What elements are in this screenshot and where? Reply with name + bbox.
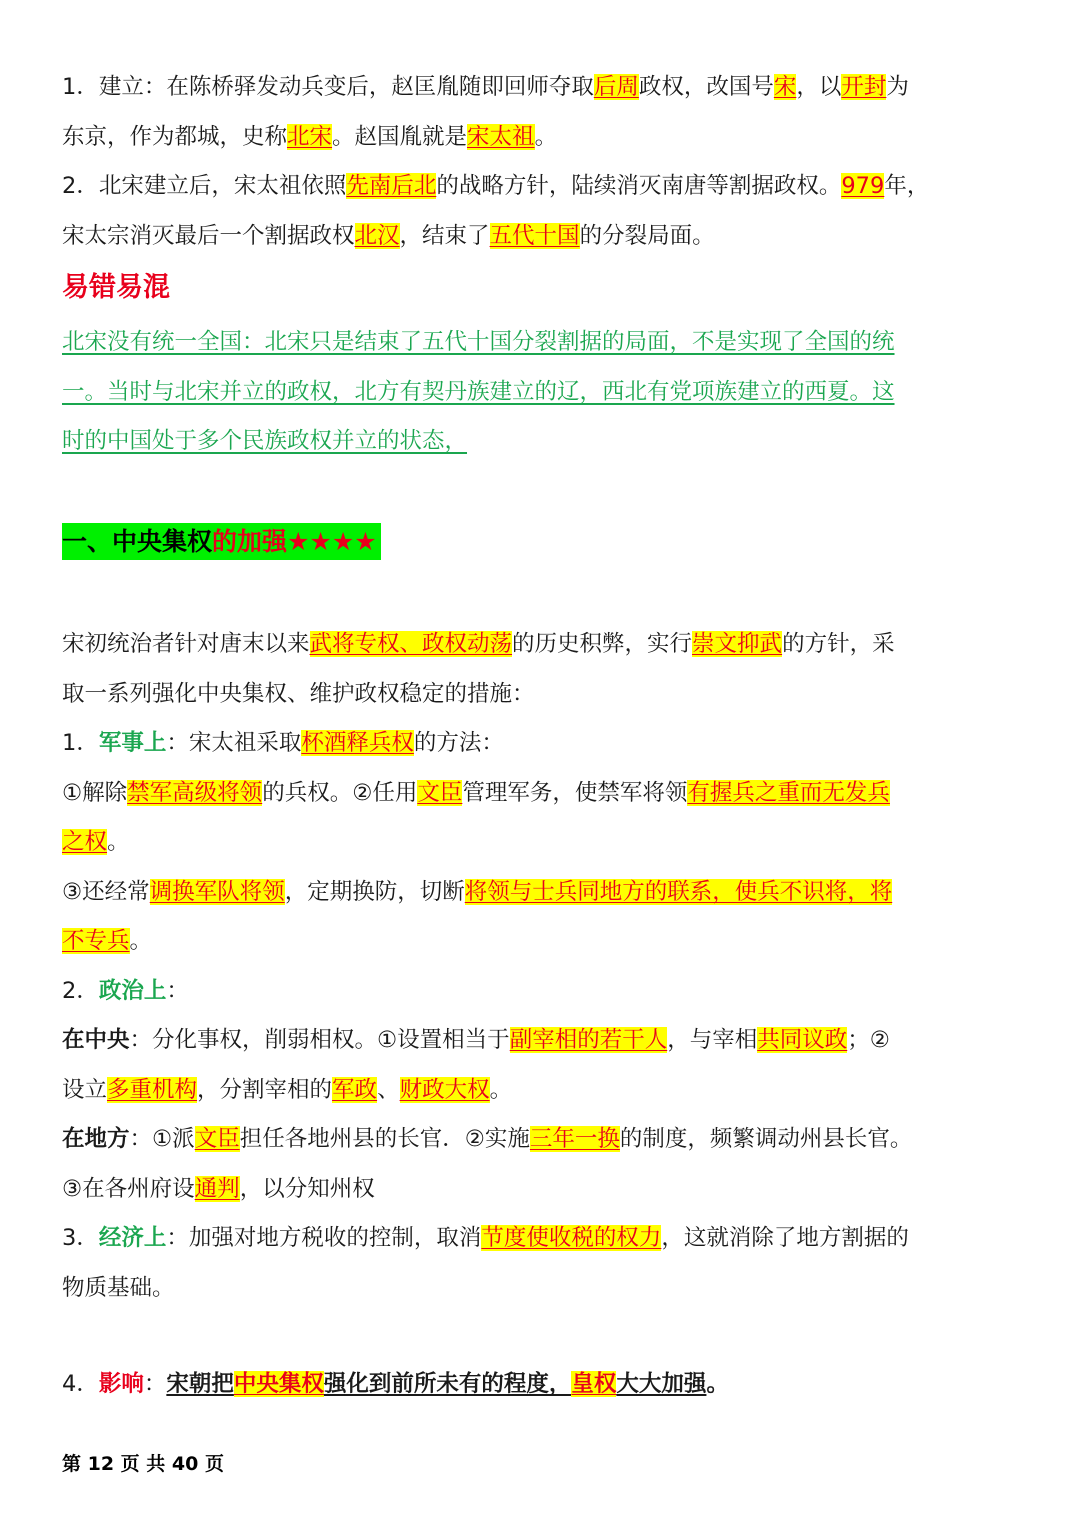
text: ：①派 — [129, 1126, 195, 1152]
text: ③还经常 — [62, 878, 150, 905]
text: 。赵国胤就是 — [332, 123, 468, 150]
text: ，以 — [796, 74, 842, 100]
highlight: 通判 — [194, 1175, 240, 1202]
intro-section — [62, 63, 1022, 261]
text: 宋朝把 — [166, 1371, 234, 1397]
sub-label: 在中央 — [62, 1027, 130, 1053]
highlight: 军政 — [332, 1076, 378, 1103]
text: 担任各地州县的长官．②实施 — [239, 1126, 530, 1152]
text: 、 — [377, 1076, 400, 1103]
highlight: 有握兵之重而无发兵 — [687, 779, 890, 806]
highlight: 将领与士兵同地方的联系，使兵不识将，将 — [464, 878, 893, 905]
text: 的历史积弊，实行 — [512, 631, 693, 657]
text: 的分裂局面。 — [579, 222, 715, 249]
text: 2．北宋建立后，宋太祖依照 — [62, 173, 347, 199]
section-heading-main: 一、中央集权 — [62, 527, 213, 556]
highlight: 共同议政 — [757, 1027, 848, 1053]
influence-section — [62, 1360, 1022, 1410]
item-number: 2． — [62, 977, 99, 1004]
text: 。 — [706, 1371, 729, 1397]
highlight: 之权 — [62, 829, 108, 855]
highlight: 多重机构 — [107, 1076, 198, 1103]
text: ，以分知州权 — [239, 1175, 375, 1202]
warning-line: 北宋没有统一全国：北宋只是结束了五代十国分裂割据的局面，不是实现了全国的统 — [62, 329, 895, 355]
highlight: 财政大权 — [399, 1076, 490, 1103]
highlight: 开封 — [841, 74, 887, 100]
body-section — [62, 620, 1022, 1313]
highlight: 后周 — [593, 74, 639, 100]
text: 的战略方针，陆续消灭南唐等割据政权。 — [436, 173, 842, 199]
item-label: 军事上 — [98, 730, 167, 756]
item-number: 1． — [62, 730, 99, 756]
text: 宋太宗消灭最后一个割据政权 — [62, 222, 355, 249]
text: ，结束了 — [399, 222, 490, 249]
text: 东京，作为都城，史称 — [62, 123, 288, 150]
warning-line: 一。当时与北宋并立的政权，北方有契丹族建立的辽，西北有党项族建立的西夏。这 — [62, 378, 895, 405]
highlight: 禁军高级将领 — [127, 779, 263, 806]
influence-line — [62, 1360, 1022, 1410]
highlight: 文臣 — [417, 779, 463, 806]
highlight: 先南后北 — [346, 173, 437, 199]
text: 宋初统治者针对唐末以来 — [62, 631, 310, 657]
highlight: 中央集权 — [233, 1371, 324, 1397]
text: 。 — [129, 928, 153, 954]
politics-line3 — [62, 1066, 1022, 1116]
text: 为 — [886, 74, 909, 100]
highlight: 文臣 — [194, 1126, 240, 1152]
highlight: 宋 — [773, 74, 797, 100]
intro-p2-line1 — [62, 162, 1022, 212]
politics-line2 — [62, 1016, 1022, 1066]
intro-p2-line2 — [62, 212, 1022, 262]
text: 的制度，频繁调动州县长官。 — [619, 1126, 913, 1152]
text: ：分化事权，削弱相权。①设置相当于 — [129, 1027, 510, 1053]
highlight: 调换军队将领 — [149, 878, 285, 905]
highlight: 武将专权、政权动荡 — [309, 631, 513, 657]
military-line1 — [62, 719, 1022, 769]
highlight: 三年一换 — [529, 1126, 620, 1152]
intro-p1-line2 — [62, 113, 1022, 163]
highlight: 北汉 — [354, 222, 400, 249]
text: ，与宰相 — [667, 1027, 758, 1053]
text: ：加强对地方税收的控制，取消 — [166, 1225, 482, 1251]
text: 强化到前所未有的程度， — [323, 1371, 572, 1397]
highlight: 崇文抑武 — [692, 631, 783, 657]
warning-title: 易错易混 — [62, 272, 170, 303]
highlight: 副宰相的若干人 — [509, 1027, 668, 1053]
military-line4 — [62, 868, 1022, 918]
text: 的兵权。②任用 — [262, 779, 418, 806]
highlight: 宋太祖 — [467, 123, 535, 150]
highlight: 北宋 — [287, 123, 333, 150]
text: ①解除 — [62, 779, 128, 806]
text: 的方法： — [413, 730, 504, 756]
politics-line5 — [62, 1165, 1022, 1215]
highlight: 979 — [841, 173, 885, 199]
text: 。 — [489, 1076, 513, 1103]
item-label: 经济上 — [98, 1225, 167, 1251]
politics-line1 — [62, 967, 1022, 1017]
item-number: 3． — [62, 1225, 99, 1251]
highlight: 杯酒释兵权 — [301, 730, 414, 756]
text: 设立 — [62, 1076, 108, 1103]
intro-p1-line1 — [62, 63, 1022, 113]
text: 1．建立：在陈桥驿发动兵变后，赵匡胤随即回师夺取 — [62, 74, 594, 100]
economy-line2: 物质基础。 — [62, 1274, 175, 1301]
highlight: 不专兵 — [62, 928, 130, 954]
text: ，这就消除了地方割据的 — [661, 1225, 909, 1251]
text: ；② — [847, 1027, 890, 1053]
page-footer: 第 12 页 共 40 页 — [62, 1453, 224, 1475]
text: ，分割宰相的 — [197, 1076, 333, 1103]
politics-line4 — [62, 1115, 1022, 1165]
military-line3 — [62, 818, 1022, 868]
highlight: 五代十国 — [489, 222, 580, 249]
text: 管理军务，使禁军将领 — [462, 779, 688, 806]
text: 。 — [107, 829, 130, 855]
body-p0-line1 — [62, 620, 1022, 670]
text: 的方针，采 — [782, 631, 895, 657]
warning-line: 时的中国处于多个民族政权并立的状态， — [62, 428, 468, 454]
military-line5 — [62, 917, 1022, 967]
item-number: 4． — [62, 1371, 99, 1397]
economy-line1 — [62, 1214, 1022, 1264]
text: ：宋太祖采取 — [166, 730, 302, 756]
section-heading — [62, 523, 381, 560]
text: ③在各州府设 — [62, 1175, 195, 1202]
text: 大大加强 — [616, 1371, 707, 1397]
section-heading-stars: 的加强★★★★ — [212, 527, 377, 556]
text: 。 — [534, 123, 558, 150]
text: ： — [143, 1371, 167, 1397]
text: ： — [166, 977, 189, 1004]
text: ，定期换防，切断 — [284, 878, 465, 905]
military-line2 — [62, 769, 1022, 819]
text: 政权，改国号 — [638, 74, 774, 100]
text: 年， — [884, 173, 930, 199]
item-label: 影响 — [98, 1371, 144, 1397]
sub-label: 在地方 — [62, 1126, 130, 1152]
item-label: 政治上 — [98, 977, 167, 1004]
warning-text — [62, 318, 1022, 467]
highlight: 节度使收税的权力 — [481, 1225, 662, 1251]
body-p0-line2: 取一系列强化中央集权、维护政权稳定的措施： — [62, 680, 535, 707]
highlight: 皇权 — [571, 1371, 617, 1397]
